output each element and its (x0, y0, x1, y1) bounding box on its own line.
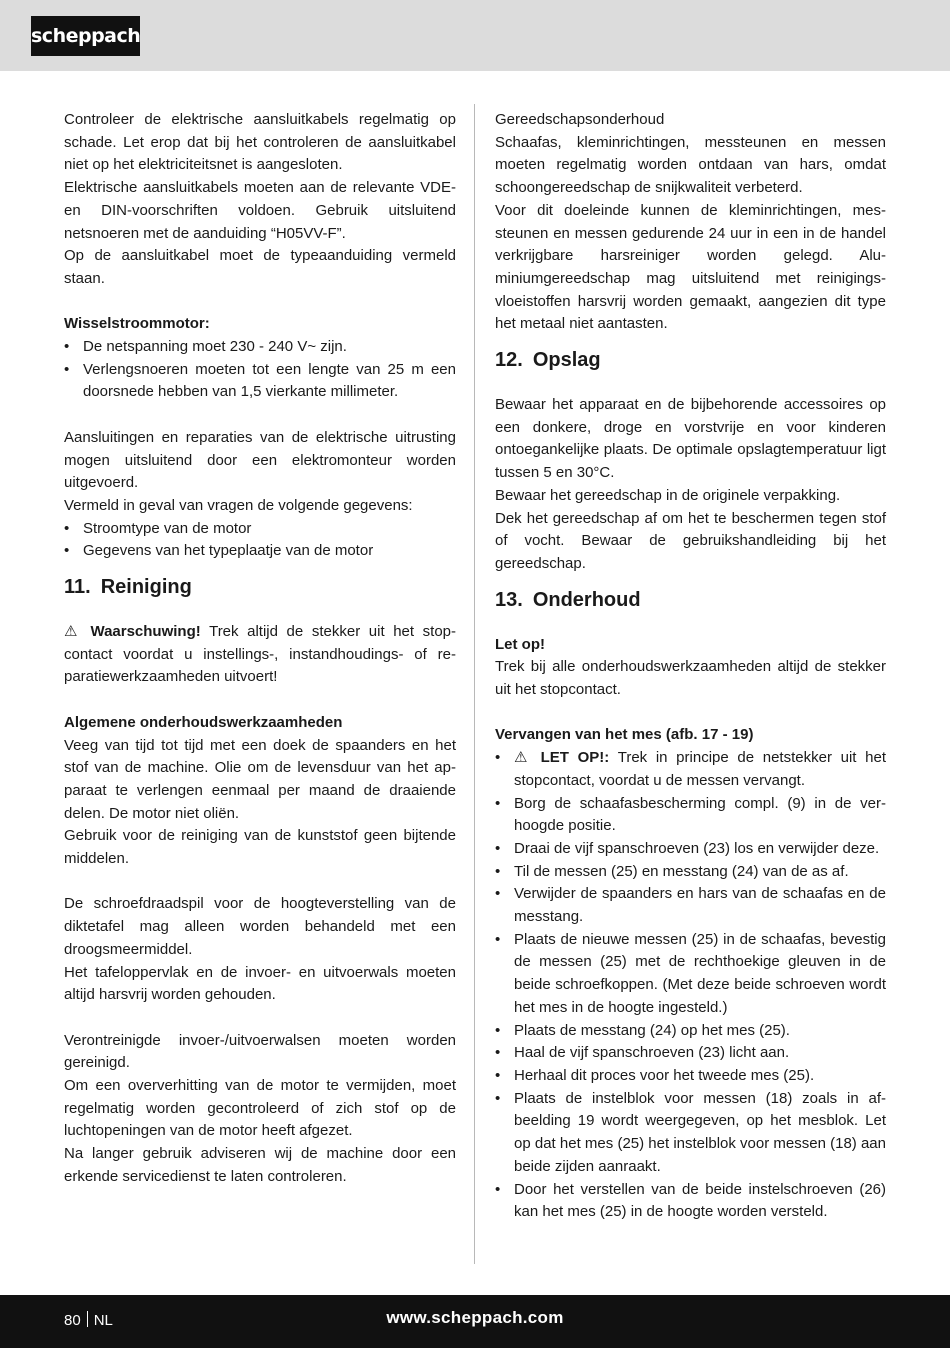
header-bar (0, 0, 950, 71)
motor-heading: Wisselstroommotor: (64, 315, 210, 333)
footer-bar (0, 1295, 950, 1348)
warning-label: ⚠ Waarschuwing! (64, 623, 201, 641)
section-title: Reiniging (100, 576, 192, 599)
rollers-paragraph: Verontreinigde invoer-/uitvoerwalsen moeten worden gereinigd. (64, 1031, 456, 1072)
section-13-heading (495, 588, 886, 612)
list-item: • Door het verstellen van de beide instelschroeven (26) kan het mes (25) in de hoogte worden versteld. (495, 1179, 886, 1224)
questions-intro: Vermeld in geval van vragen de volgende gegevens: (64, 496, 413, 514)
motor-list (64, 336, 456, 404)
list-item: • Borg de schaafasbescherming compl. (9) in de verhoogde positie. (495, 793, 886, 838)
list-item: • Gegevens van het typeplaatje van de motor (64, 540, 456, 563)
section-number: 11. (64, 576, 91, 599)
brand-logo: scheppach (31, 16, 140, 56)
tools-paragraph: Schaafas, kleminrichtingen, messteunen en messen moeten regelmatig worden ontdaan van hars, omdat schoongereedschap de snijkwaliteit verbeterd. (495, 133, 886, 197)
language-code: NL (93, 1312, 113, 1329)
list-item: • Stroomtype van de motor (64, 518, 456, 541)
column-divider (474, 104, 475, 1264)
list-item: • Plaats de instelblok voor messen (18) zoals in afbeelding 19 wordt weergegeven, op het mesblok. Let op dat het mes (25) het instelblok voor messen (18) aan beide zijden aanraakt. (495, 1088, 886, 1179)
warning-text: Trek altijd de stekker uit het stopcontact voordat u instellings-, instandhoudings- of reparatiewerkzaamheden uitvoert! (64, 623, 457, 686)
right-column (495, 109, 886, 1224)
storage-paragraph: Bewaar het gereedschap in de originele verpakking. (495, 486, 841, 504)
intro-paragraph: Elektrische aansluitkabels moeten aan de relevante VDE- en DIN-voorschriften voldoen. Gebruik uitsluitend netsnoeren met de aanduiding “H05VV-F”. (64, 179, 456, 242)
list-item: • Draai de vijf spanschroeven (23) los en verwijder deze. (495, 838, 886, 861)
website-url: www.scheppach.com (386, 1308, 564, 1327)
list-item (495, 747, 886, 792)
attention-text: Trek bij alle onderhoudswerkzaamheden altijd de stekker uit het stopcontact. (495, 658, 886, 699)
warning-paragraph (64, 621, 456, 689)
section-number: 13. (495, 588, 523, 611)
section-12-heading (495, 348, 886, 372)
intro-paragraph: Op de aansluitkabel moet de typeaanduiding vermeld staan. (64, 247, 456, 287)
replace-warning-label: ⚠ LET OP!: (514, 749, 610, 767)
list-item: • Plaats de nieuwe messen (25) in de schaafas, bevestig de messen (25) met de rechthoekige gleuven in de beide schroefkoppen. (Met deze beide schroeven wordt het mes in de hoogte ingesteld.) (495, 929, 886, 1020)
list-item: • Verwijder de spaanders en hars van de schaafas en de messtang. (495, 883, 886, 928)
section-11-heading (64, 575, 456, 599)
replace-list (495, 747, 886, 1224)
general-heading: Algemene onderhoudswerkzaamheden (64, 713, 343, 731)
section-number: 12. (495, 349, 523, 372)
left-column (64, 109, 456, 1189)
section-title: Opslag (532, 349, 601, 372)
list-item: • Haal de vijf spanschroeven (23) licht aan. (495, 1042, 886, 1065)
section-title: Onderhoud (532, 588, 641, 611)
replace-warning-text: Trek in principe de netstekker uit het stopcontact, voordat u de messen vervangt. (514, 749, 886, 789)
spindle-paragraph: De schroefdraadspil voor de hoogteverstelling van de diktetafel mag alleen worden behandeld met een droogsmeermiddel. (64, 895, 456, 958)
list-item: • Verlengsnoeren moeten tot een lengte van 25 m een doorsnede hebben van 1,5 vierkante millimeter. (64, 359, 456, 404)
list-item: • Plaats de messtang (24) op het mes (25). (495, 1020, 886, 1043)
tools-heading: Gereedschapsonderhoud (495, 111, 665, 128)
tools-paragraph: Voor dit doeleinde kunnen de kleminrichtingen, messteunen en messen gedurende 24 uur in een in de handel verkrijgbare harsreiniger worden gelegd. Aluminiumgereedschap mag uitsluitend met reinigingsvloeistoffen harsvrij worden gemaakt, aangezien dit type het metaal niet aantasten. (495, 201, 886, 333)
storage-paragraph: Dek het gereedschap af om het te beschermen tegen stof of vocht. Bewaar de gebruikshandleiding bij het gereedschap. (495, 509, 886, 572)
replace-heading: Vervangen van het mes (afb. 17 - 19) (495, 726, 754, 744)
list-item: • Til de messen (25) en messtang (24) van de as af. (495, 861, 886, 884)
storage-paragraph: Bewaar het apparaat en de bijbehorende accessoires op een donkere, droge en vorstvrije en voor kinderen ontoegankelijke plaats. De optimale opslagtemperatuur ligt tussen 5 en 30°C. (495, 396, 886, 482)
general-paragraph: Gebruik voor de reiniging van de kunststof geen bijtende middelen. (64, 827, 456, 868)
list-item: • Herhaal dit proces voor het tweede mes (25). (495, 1065, 886, 1088)
intro-paragraph: Controleer de elektrische aansluitkabels regelmatig op schade. Let erop dat bij het controleren de aansluitkabel niet op het elektriciteitsnet is aangesloten. (64, 111, 456, 174)
page-number: 80 (64, 1312, 81, 1329)
connections-paragraph: Aansluitingen en reparaties van de elektrische uitrusting mogen uitsluitend door een elektromonteur worden uitgevoerd. (64, 428, 456, 492)
longuse-paragraph: Na langer gebruik adviseren wij de machine door een erkende servicedienst te laten controleren. (64, 1145, 456, 1185)
attention-label: Let op! (495, 635, 545, 653)
list-item: • De netspanning moet 230 - 240 V~ zijn. (64, 336, 456, 359)
general-paragraph: Veeg van tijd tot tijd met een doek de spaanders en het stof van de machine. Olie om de levensduur van het apparaat te verlengen eenmaal per maand de draaiende delen. De motor niet oliën. (64, 736, 456, 822)
table-paragraph: Het tafeloppervlak en de invoer- en uitvoerwals moeten altijd harsvrij worden gehouden. (64, 963, 456, 1004)
questions-list (64, 518, 456, 563)
overheat-paragraph: Om een oververhitting van de motor te vermijden, moet regelmatig worden gecontroleerd of zich stof op de luchtopeningen van de motor heeft afgezet. (64, 1077, 456, 1140)
